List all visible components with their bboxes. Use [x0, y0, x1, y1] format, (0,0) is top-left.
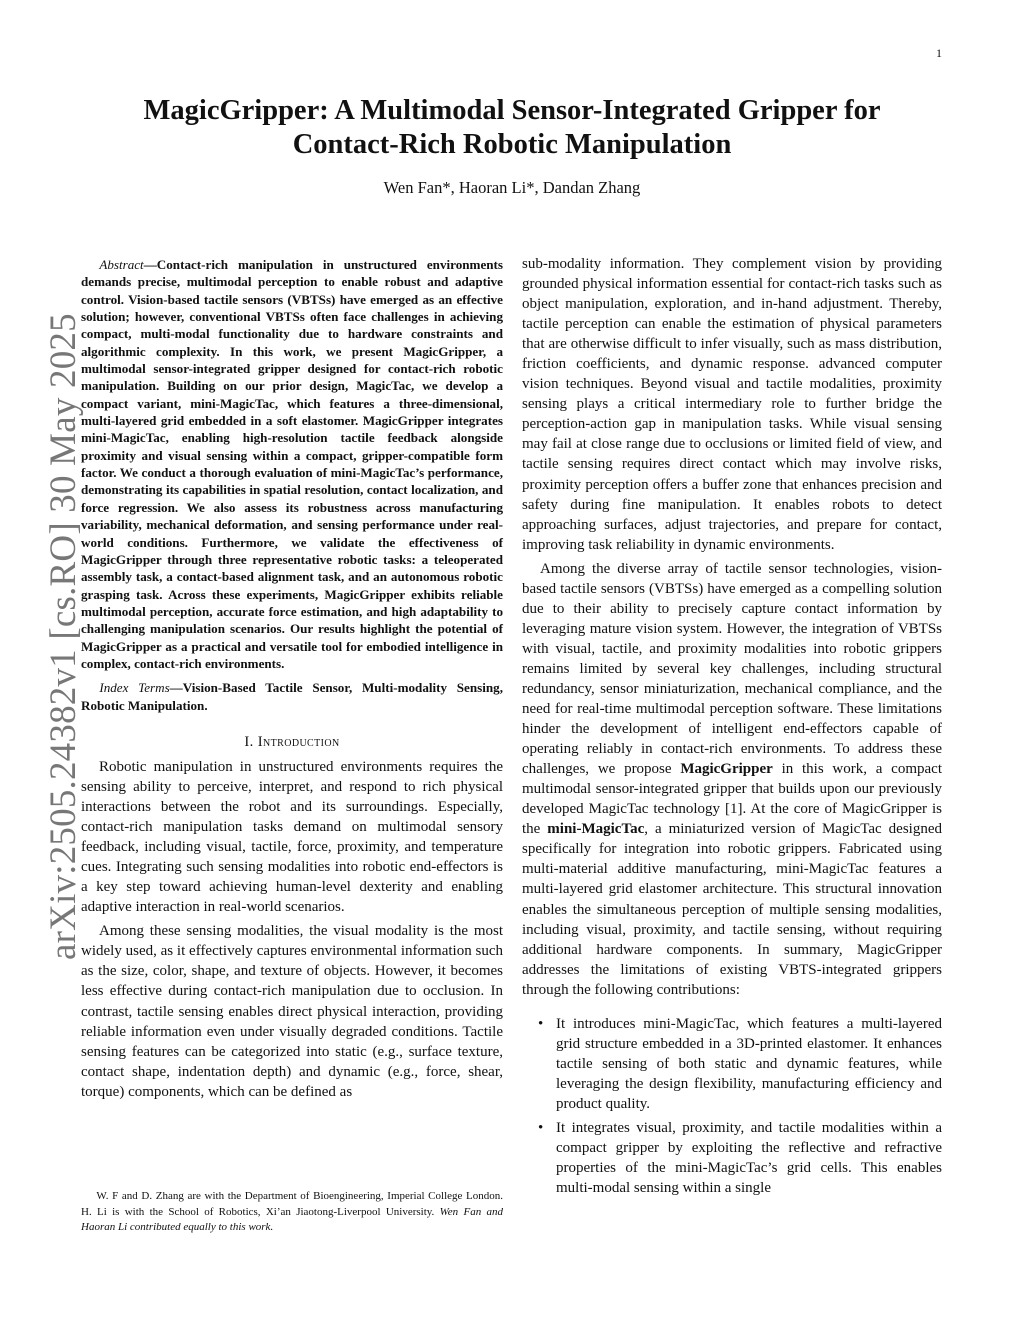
title-line-2: Contact-Rich Robotic Manipulation: [292, 129, 732, 160]
right-column: [522, 254, 942, 1202]
bullet-icon: •: [538, 1015, 544, 1032]
mini-magictac-bold: mini-MagicTac: [547, 821, 645, 838]
section-heading-introduction: [81, 734, 503, 751]
contribution-1: It introduces mini-MagicTac, which features a multi-layered grid structure embedded in a 3D-printed elastomer. It enhances tactile sensing of both static and dynamic features, while leveraging the design flexibility, manufacturing efficiency and product quality.: [556, 1015, 942, 1112]
author-affiliation-footnote: [81, 1189, 503, 1236]
intro-paragraph-2: Among these sensing modalities, the visual modality is the most widely used, as it effectively captures environmental information such as the size, color, shape, and texture of objects. However, it becomes less effective during contact-rich manipulation due to occlusion. In contrast, tactile sensing enables direct physical interaction, providing reliable information even under visually degraded conditions. Tactile sensing features can be categorized into static (e.g., surface texture, contact shape, indentation depth) and dynamic (e.g., force, shear, torque) components, which can be defined as: [81, 923, 503, 1100]
paper-title: [100, 94, 924, 162]
index-terms-dash: —: [169, 680, 183, 696]
abstract-label: Abstract: [99, 257, 144, 272]
page-number: 1: [936, 46, 942, 60]
index-terms-label: Index Terms: [99, 680, 170, 696]
contributions-list: [522, 1014, 942, 1198]
right-paragraph-1: sub-modality information. They complement vision by providing grounded physical information essential for contact-rich tasks such as object manipulation, exploration, and in-hand adjustment. Thereby, tactile perception can enable the estimation of physical parameters that are otherwise difficult to infer visually, such as mass distribution, friction coefficients, and dynamic response. advanced computer vision techniques. Beyond visual and tactile modalities, proximity sensing plays a critical intermediary role to further bridge the perception-action gap in manipulation tasks. While visual sensing may fail at close range due to occlusions or limited field of view, and tactile sensing requires direct contact which may involve risks, proximity perception offers a buffer zone that enhances precision and safety during fine manipulation. It enables robots to detect approaching surfaces, adjust trajectories, and prepare for contact, improving task reliability in dynamic environments.: [522, 256, 942, 553]
index-terms-text: Vision-Based Tactile Sensor, Multi-modality Sensing, Robotic Manipulation.: [81, 680, 503, 713]
author-list: Wen Fan*, Haoran Li*, Dandan Zhang: [383, 178, 641, 197]
bullet-icon: •: [538, 1119, 544, 1136]
title-line-1: MagicGripper: A Multimodal Sensor-Integrated Gripper for: [143, 95, 881, 126]
magicgripper-bold: MagicGripper: [680, 761, 773, 778]
list-item: [538, 1118, 942, 1198]
p2-text-2: in this work, a compact multimodal sensor-integrated gripper that builds upon our previously developed MagicTac technology [1]. At the core of MagicGripper is the: [522, 761, 942, 838]
footnote-text: W. F and D. Zhang are with the Department of Bioengineering, Imperial College London. H. Li is with the School of Robotics, Xi’an Jiaotong-Liverpool University.: [81, 1190, 503, 1218]
p2-text-1: Among the diverse array of tactile sensor technologies, vision-based tactile sensors (VBTSs) have emerged as a compelling solution due to their ability to precisely capture contact information by leveraging mature vision system. However, the integration of VBTSs with visual, tactile, and proximity modalities into robotic grippers remains limited by several key challenges, including structural redundancy, sensor miniaturization, mechanical compliance, and the need for real-time multimodal perception software. These limitations hinder the development of intelligent end-effectors capable of operating reliably in contact-rich environments. To address these challenges, we propose: [522, 560, 942, 778]
left-column: [81, 256, 503, 1106]
list-item: [538, 1014, 942, 1114]
abstract: [81, 256, 503, 672]
abstract-text: Contact-rich manipulation in unstructured environments demands precise, multimodal perception to enable robust and adaptive control. Vision-based tactile sensors (VBTSs) have emerged as an effective solution; however, conventional VBTSs often face challenges in achieving compact, multi-modal functionality due to hardware constraints and algorithmic complexity. In this work, we present MagicGripper, a multimodal sensor-integrated gripper designed for contact-rich robotic manipulation. Building on our prior design, MagicTac, we develop a compact variant, mini-MagicTac, which features a three-dimensional, multi-layered grid embedded in a soft elastomer. MagicGripper integrates mini-MagicTac, enabling high-resolution tactile feedback alongside proximity and visual sensing within a compact, gripper-compatible form factor. We conduct a thorough evaluation of mini-MagicTac’s performance, demonstrating its capabilities in spatial resolution, contact localization, and force regression. We also assess its robustness across manufacturing variability, mechanical deformation, and sensing performance under real-world conditions. Furthermore, we validate the effectiveness of MagicGripper through three representative robotic tasks: a teleoperated assembly task, a contact-based alignment task, and an autonomous robotic grasping task. Across these experiments, MagicGripper exhibits reliable multimodal perception, accurate force estimation, and high adaptability to challenging manipulation scenarios. Our results highlight the potential of MagicGripper as a practical and versatile tool for embodied intelligence in complex, contact-rich environments.: [81, 257, 503, 671]
index-terms: [81, 679, 503, 714]
section-title: Introduction: [257, 733, 340, 750]
abstract-dash: —: [143, 257, 157, 272]
intro-paragraph-1: Robotic manipulation in unstructured environments requires the sensing ability to perceive, interpret, and respond to rich physical interactions between the robot and its surroundings. Especially, contact-rich manipulation tasks demand on multimodal sensory feedback, including visual, tactile, force, proximity, and temperature cues. Integrating such sensing modalities into robotic end-effectors is a key step toward achieving human-level dexterity and enabling adaptive interaction in real-world scenarios.: [81, 758, 503, 916]
section-numeral: I.: [244, 733, 258, 750]
arxiv-identifier: arXiv:2505.24382v1 [cs.RO] 30 May 2025: [43, 313, 84, 960]
contribution-2: It integrates visual, proximity, and tactile modalities within a compact gripper by exploiting the reflective and refractive properties of the mini-MagicTac’s grid cells. This enables multi-modal sensing within a single: [556, 1119, 942, 1197]
right-paragraph-2: [522, 559, 942, 1000]
p2-text-3: , a miniaturized version of MagicTac designed specifically for integration into robotic grippers. Fabricated using multi-material additive manufacturing, mini-MagicTac features a multi-layered grid elastomer architecture. This structural innovation enables the simultaneous perception of multiple sensing modalities, including visual, proximity, and tactile sensing, without requiring additional hardware components. In summary, MagicGripper addresses the limitations of existing VBTS-integrated grippers through the following contributions:: [522, 821, 942, 998]
footnote-equal-contribution: Wen Fan and Haoran Li contributed equally to this work.: [81, 1205, 503, 1233]
